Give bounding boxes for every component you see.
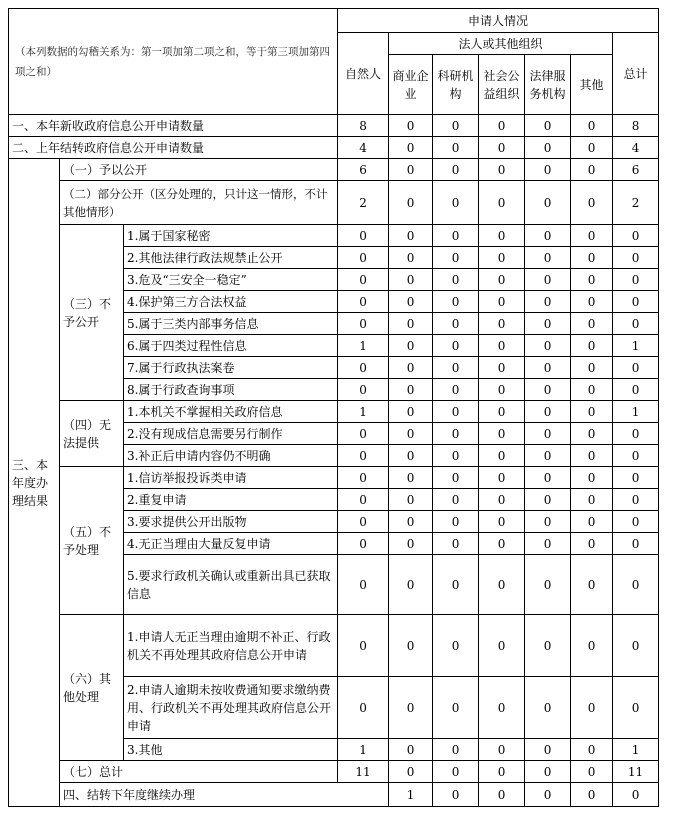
cell-legal-service: 0 <box>525 445 571 467</box>
row-label: 7.属于行政执法案卷 <box>124 357 338 379</box>
row-label: 2.没有现成信息需要另行制作 <box>124 423 338 445</box>
row-label: 3.要求提供公开出版物 <box>124 511 338 533</box>
cell-natural-person: 0 <box>338 291 389 313</box>
cell-commercial: 0 <box>389 159 433 181</box>
cell-research: 0 <box>433 677 479 739</box>
cell-legal-service: 0 <box>525 247 571 269</box>
cell-total: 0 <box>613 615 659 677</box>
row-label: 5.属于三类内部事务信息 <box>124 313 338 335</box>
cell-natural-person: 2 <box>338 181 389 225</box>
row-label: 一、本年新收政府信息公开申请数量 <box>9 115 338 137</box>
cell-social-welfare: 0 <box>479 291 525 313</box>
cell-total: 0 <box>613 445 659 467</box>
row-label: 二、上年结转政府信息公开申请数量 <box>9 137 338 159</box>
cell-legal-service: 0 <box>525 511 571 533</box>
cell-natural-person: 0 <box>338 555 389 615</box>
row-label: 1.信访举报投诉类申请 <box>124 467 338 489</box>
cell-natural-person: 8 <box>338 115 389 137</box>
cell-other: 0 <box>571 445 613 467</box>
cell-commercial: 0 <box>389 423 433 445</box>
cell-research: 0 <box>433 739 479 761</box>
row-label: 8.属于行政查询事项 <box>124 379 338 401</box>
row-label: 1.申请人无正当理由逾期不补正、行政机关不再处理其政府信息公开申请 <box>124 615 338 677</box>
cell-natural-person: 0 <box>338 247 389 269</box>
social-welfare-header: 社会公益组织 <box>479 55 525 115</box>
cell-research: 0 <box>433 761 479 783</box>
other-header: 其他 <box>571 55 613 115</box>
cell-natural-person: 1 <box>338 335 389 357</box>
cell-social-welfare: 0 <box>479 511 525 533</box>
group5-label: （五）不予处理 <box>60 467 124 615</box>
cell-social-welfare: 0 <box>479 137 525 159</box>
cell-other: 0 <box>571 159 613 181</box>
cell-commercial: 0 <box>389 357 433 379</box>
cell-other: 0 <box>571 555 613 615</box>
cell-legal-service: 0 <box>525 291 571 313</box>
cell-natural-person: 0 <box>338 225 389 247</box>
cell-commercial: 0 <box>389 445 433 467</box>
cell-commercial: 0 <box>389 291 433 313</box>
section3-label: 三、本年度办理结果 <box>9 159 60 807</box>
cell-social-welfare: 0 <box>479 615 525 677</box>
header-row-1 <box>9 9 659 33</box>
cell-research: 0 <box>433 401 479 423</box>
table-row <box>9 115 659 137</box>
row-label: 1.本机关不掌握相关政府信息 <box>124 401 338 423</box>
cell-legal-service: 0 <box>525 615 571 677</box>
cell-natural-person: 0 <box>338 313 389 335</box>
natural-person-header: 自然人 <box>338 33 389 115</box>
cell-total: 0 <box>613 291 659 313</box>
legal-entity-group-header: 法人或其他组织 <box>389 33 613 55</box>
applicant-situation-header: 申请人情况 <box>338 9 659 33</box>
cell-other: 0 <box>571 357 613 379</box>
cell-natural-person: 0 <box>338 445 389 467</box>
cell-legal-service: 0 <box>525 313 571 335</box>
cell-total: 6 <box>613 159 659 181</box>
cell-natural-person: 1 <box>389 783 433 807</box>
table-row <box>9 761 659 783</box>
cell-total: 2 <box>613 181 659 225</box>
cell-research: 0 <box>433 269 479 291</box>
cell-other: 0 <box>571 423 613 445</box>
cell-research: 0 <box>433 511 479 533</box>
cell-commercial: 0 <box>389 401 433 423</box>
group4-label: （四）无法提供 <box>60 401 124 467</box>
cell-other: 0 <box>571 615 613 677</box>
cell-social-welfare: 0 <box>479 379 525 401</box>
cell-total: 0 <box>613 511 659 533</box>
cell-legal-service: 0 <box>525 335 571 357</box>
cell-other: 0 <box>571 401 613 423</box>
cell-research: 0 <box>433 357 479 379</box>
cell-social-welfare: 0 <box>479 335 525 357</box>
cell-commercial: 0 <box>389 761 433 783</box>
cell-other: 0 <box>571 761 613 783</box>
cell-research: 0 <box>433 379 479 401</box>
government-info-disclosure-table <box>8 8 659 807</box>
cell-natural-person: 1 <box>338 739 389 761</box>
cell-natural-person: 4 <box>338 137 389 159</box>
cell-commercial: 0 <box>389 555 433 615</box>
column-note: （本列数据的勾稽关系为：第一项加第二项之和，等于第三项加第四项之和） <box>9 9 338 115</box>
cell-social-welfare: 0 <box>525 783 571 807</box>
cell-total: 1 <box>613 401 659 423</box>
cell-total: 0 <box>613 489 659 511</box>
cell-research: 0 <box>433 489 479 511</box>
cell-legal-service: 0 <box>525 677 571 739</box>
commercial-header: 商业企业 <box>389 55 433 115</box>
cell-commercial: 0 <box>389 335 433 357</box>
cell-other: 0 <box>571 247 613 269</box>
cell-other: 0 <box>571 181 613 225</box>
cell-legal-service: 0 <box>525 401 571 423</box>
cell-social-welfare: 0 <box>479 489 525 511</box>
cell-total: 8 <box>613 115 659 137</box>
row-label: 2.其他法律行政法规禁止公开 <box>124 247 338 269</box>
cell-social-welfare: 0 <box>479 739 525 761</box>
cell-other: 0 <box>571 511 613 533</box>
cell-total: 0 <box>613 269 659 291</box>
cell-commercial: 0 <box>389 313 433 335</box>
group6-label: （六）其他处理 <box>60 615 124 761</box>
row-label: （一）予以公开 <box>60 159 338 181</box>
cell-commercial: 0 <box>389 379 433 401</box>
cell-commercial: 0 <box>389 269 433 291</box>
cell-social-welfare: 0 <box>479 445 525 467</box>
cell-research: 0 <box>433 423 479 445</box>
cell-other: 0 <box>571 225 613 247</box>
cell-legal-service: 0 <box>525 379 571 401</box>
cell-social-welfare: 0 <box>479 357 525 379</box>
cell-legal-service: 0 <box>525 739 571 761</box>
cell-legal-service: 0 <box>525 533 571 555</box>
cell-social-welfare: 0 <box>479 115 525 137</box>
cell-social-welfare: 0 <box>479 761 525 783</box>
cell-legal-service: 0 <box>525 555 571 615</box>
cell-total: 0 <box>613 533 659 555</box>
cell-commercial: 0 <box>389 137 433 159</box>
cell-legal-service: 0 <box>525 225 571 247</box>
cell-research: 0 <box>433 291 479 313</box>
cell-natural-person: 1 <box>338 401 389 423</box>
cell-social-welfare: 0 <box>479 313 525 335</box>
cell-total: 0 <box>613 467 659 489</box>
row-label: （二）部分公开（区分处理的，只计这一情形，不计其他情形） <box>60 181 338 225</box>
cell-natural-person: 11 <box>338 761 389 783</box>
cell-other: 0 <box>571 269 613 291</box>
cell-research: 0 <box>433 159 479 181</box>
cell-natural-person: 0 <box>338 379 389 401</box>
cell-social-welfare: 0 <box>479 225 525 247</box>
cell-natural-person: 0 <box>338 677 389 739</box>
cell-total: 11 <box>613 761 659 783</box>
cell-research: 0 <box>433 247 479 269</box>
cell-commercial: 0 <box>389 677 433 739</box>
cell-other: 0 <box>571 313 613 335</box>
cell-natural-person: 0 <box>338 467 389 489</box>
cell-other: 0 <box>613 783 659 807</box>
cell-other: 0 <box>571 489 613 511</box>
cell-natural-person: 0 <box>338 511 389 533</box>
cell-natural-person: 0 <box>338 269 389 291</box>
cell-legal-service: 0 <box>571 783 613 807</box>
table-row <box>9 137 659 159</box>
cell-social-welfare: 0 <box>479 555 525 615</box>
row-label: 5.要求行政机关确认或重新出具已获取信息 <box>124 555 338 615</box>
cell-research: 0 <box>479 783 525 807</box>
cell-commercial: 0 <box>389 467 433 489</box>
cell-social-welfare: 0 <box>479 533 525 555</box>
cell-other: 0 <box>571 115 613 137</box>
cell-research: 0 <box>433 225 479 247</box>
cell-social-welfare: 0 <box>479 181 525 225</box>
cell-other: 0 <box>571 291 613 313</box>
cell-social-welfare: 0 <box>479 247 525 269</box>
cell-commercial: 0 <box>389 115 433 137</box>
cell-research: 0 <box>433 181 479 225</box>
cell-total: 4 <box>613 137 659 159</box>
cell-total: 1 <box>613 739 659 761</box>
table-row <box>9 783 659 807</box>
row-label: 4.保护第三方合法权益 <box>124 291 338 313</box>
row-label: （七）总计 <box>60 761 338 783</box>
legal-service-header: 法律服务机构 <box>525 55 571 115</box>
cell-total: 0 <box>613 379 659 401</box>
row-label: 3.其他 <box>124 739 338 761</box>
cell-legal-service: 0 <box>525 489 571 511</box>
cell-commercial: 0 <box>389 739 433 761</box>
cell-legal-service: 0 <box>525 423 571 445</box>
cell-total: 0 <box>613 677 659 739</box>
table-row <box>9 401 659 423</box>
cell-commercial: 0 <box>389 225 433 247</box>
cell-social-welfare: 0 <box>479 401 525 423</box>
cell-research: 0 <box>433 555 479 615</box>
cell-natural-person: 0 <box>338 357 389 379</box>
cell-research: 0 <box>433 335 479 357</box>
cell-total: 0 <box>613 313 659 335</box>
row-label: 6.属于四类过程性信息 <box>124 335 338 357</box>
cell-social-welfare: 0 <box>479 423 525 445</box>
cell-legal-service: 0 <box>525 467 571 489</box>
cell-commercial: 0 <box>389 615 433 677</box>
table-row <box>9 467 659 489</box>
cell-other: 0 <box>571 335 613 357</box>
cell-social-welfare: 0 <box>479 677 525 739</box>
total-header: 总计 <box>613 33 659 115</box>
group3-label: （三）不予公开 <box>60 225 124 401</box>
cell-research: 0 <box>433 115 479 137</box>
cell-legal-service: 0 <box>525 137 571 159</box>
cell-other: 0 <box>571 739 613 761</box>
cell-natural-person: 0 <box>338 423 389 445</box>
cell-total: 0 <box>613 357 659 379</box>
cell-other: 0 <box>571 467 613 489</box>
cell-legal-service: 0 <box>525 357 571 379</box>
table-row <box>9 225 659 247</box>
cell-legal-service: 0 <box>525 115 571 137</box>
cell-commercial: 0 <box>389 181 433 225</box>
cell-other: 0 <box>571 533 613 555</box>
row-label: 四、结转下年度继续办理 <box>60 783 389 807</box>
table-row <box>9 615 659 677</box>
cell-natural-person: 6 <box>338 159 389 181</box>
cell-legal-service: 0 <box>525 761 571 783</box>
cell-research: 0 <box>433 445 479 467</box>
cell-social-welfare: 0 <box>479 269 525 291</box>
cell-research: 0 <box>433 533 479 555</box>
cell-other: 0 <box>571 379 613 401</box>
cell-commercial: 0 <box>389 533 433 555</box>
cell-social-welfare: 0 <box>479 159 525 181</box>
cell-social-welfare: 0 <box>479 467 525 489</box>
row-label: 1.属于国家秘密 <box>124 225 338 247</box>
cell-commercial: 0 <box>433 783 479 807</box>
cell-commercial: 0 <box>389 489 433 511</box>
row-label: 4.无正当理由大量反复申请 <box>124 533 338 555</box>
table-row <box>9 181 659 225</box>
cell-commercial: 0 <box>389 247 433 269</box>
cell-research: 0 <box>433 313 479 335</box>
cell-other: 0 <box>571 677 613 739</box>
cell-legal-service: 0 <box>525 269 571 291</box>
cell-other: 0 <box>571 137 613 159</box>
cell-legal-service: 0 <box>525 181 571 225</box>
cell-total: 0 <box>613 555 659 615</box>
cell-research: 0 <box>433 467 479 489</box>
cell-research: 0 <box>433 137 479 159</box>
research-header: 科研机构 <box>433 55 479 115</box>
cell-total: 0 <box>613 225 659 247</box>
row-label: 2.申请人逾期未按收费通知要求缴纳费用、行政机关不再处理其政府信息公开申请 <box>124 677 338 739</box>
table-row <box>9 159 659 181</box>
cell-natural-person: 0 <box>338 615 389 677</box>
cell-commercial: 0 <box>389 511 433 533</box>
cell-natural-person: 0 <box>338 533 389 555</box>
row-label: 2.重复申请 <box>124 489 338 511</box>
row-label: 3.危及“三安全一稳定” <box>124 269 338 291</box>
cell-total: 0 <box>613 247 659 269</box>
cell-total: 0 <box>613 423 659 445</box>
cell-legal-service: 0 <box>525 159 571 181</box>
cell-research: 0 <box>433 615 479 677</box>
cell-total: 1 <box>613 335 659 357</box>
row-label: 3.补正后申请内容仍不明确 <box>124 445 338 467</box>
cell-natural-person: 0 <box>338 489 389 511</box>
